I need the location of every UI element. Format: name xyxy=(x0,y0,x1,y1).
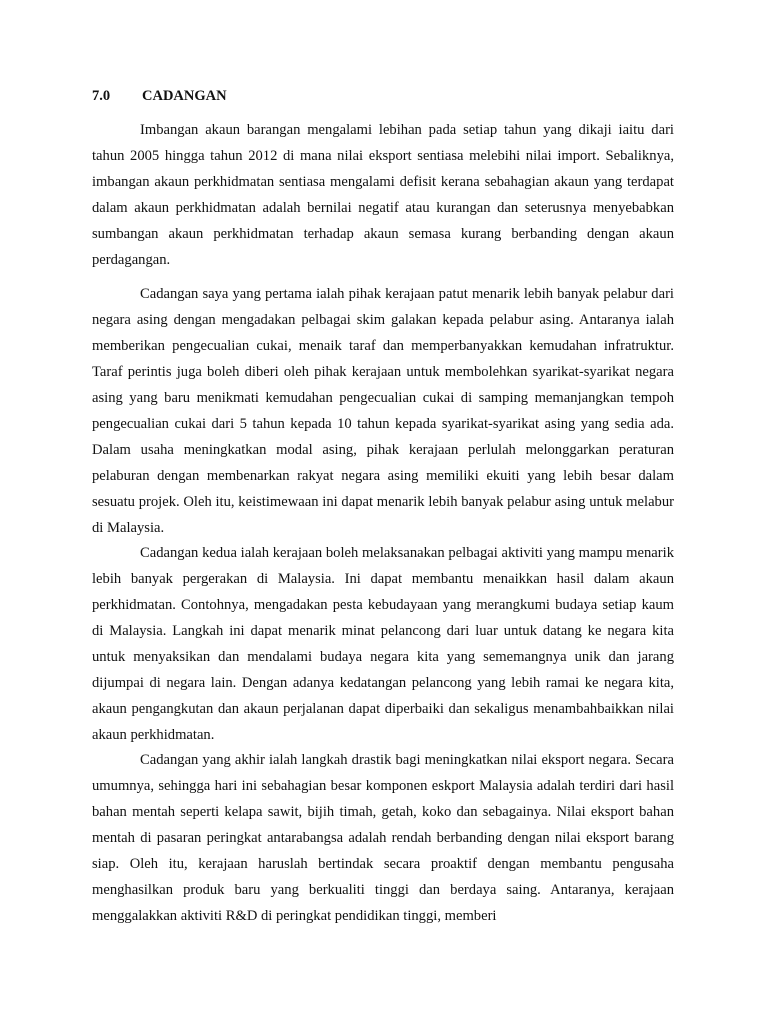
paragraph-cadangan-pertama: Cadangan saya yang pertama ialah pihak kerajaan patut menarik lebih banyak pelabur dari negara asing dengan mengadakan pelbagai skim galakan kepada pelabur asing. Antaranya ialah memberikan pengecualian cukai, menaik taraf dan memperbanyakkan kemudahan infratruktur. Taraf perintis juga boleh diberi oleh pihak kerajaan untuk membolehkan syarikat-syarikat negara asing yang baru menikmati kemudahan pengecualian cukai di samping memanjangkan tempoh pengecualian cukai dari 5 tahun kepada 10 tahun kepada syarikat-syarikat asing yang sedia ada. Dalam usaha meningkatkan modal asing, pihak kerajaan perlulah melonggarkan peraturan pelaburan dengan membenarkan rakyat negara asing memiliki ekuiti yang lebih besar dalam sesuatu projek. Oleh itu, keistimewaan ini dapat menarik lebih banyak pelabur asing untuk melabur di Malaysia. xyxy=(92,286,674,536)
section-title: CADANGAN xyxy=(142,88,227,104)
paragraph-cadangan-kedua: Cadangan kedua ialah kerajaan boleh melaksanakan pelbagai aktiviti yang mampu menarik lebih banyak pergerakan di Malaysia. Ini dapat membantu menaikkan hasil dalam akaun perkhidmatan. Contohnya, mengadakan pesta kebudayaan yang merangkumi budaya setiap kaum di Malaysia. Langkah ini dapat menarik minat pelancong dari luar untuk datang ke negara kita untuk menyaksikan dan mendalami budaya negara kita yang sememangnya unik dan jarang dijumpai di negara lain. Dengan adanya kedatangan pelancong yang lebih ramai ke negara kita, akaun pengangkutan dan akaun perjalanan dapat diperbaiki dan sekaligus menambahbaikkan nilai akaun perkhidmatan. xyxy=(92,545,674,743)
paragraph-cadangan-akhir: Cadangan yang akhir ialah langkah drastik bagi meningkatkan nilai eksport negara. Secara umumnya, sehingga hari ini sebahagian besar komponen eskport Malaysia adalah terdiri dari hasil bahan mentah seperti kelapa sawit, bijih timah, getah, koko dan sebagainya. Nilai eksport bahan mentah di pasaran peringkat antarabangsa adalah rendah berbanding dengan nilai eksport barang siap. Oleh itu, kerajaan haruslah bertindak secara proaktif dengan membantu pengusaha menghasilkan produk baru yang berkualiti tinggi dan berdaya saing. Antaranya, kerajaan menggalakkan aktiviti R&D di peringkat pendidikan tinggi, memberi xyxy=(92,752,674,924)
section-heading xyxy=(92,86,227,106)
paragraph-imbangan-akaun: Imbangan akaun barangan mengalami lebihan pada setiap tahun yang dikaji iaitu dari tahun 2005 hingga tahun 2012 di mana nilai eksport sentiasa melebihi nilai import. Sebaliknya, imbangan akaun perkhidmatan sentiasa mengalami defisit kerana sebahagian akaun yang terdapat dalam akaun perkhidmatan adalah bernilai negatif atau kurangan dan seterusnya menyebabkan sumbangan akaun perkhidmatan terhadap akaun semasa kurang berbanding dengan akaun perdagangan. xyxy=(92,122,674,268)
section-number: 7.0 xyxy=(92,88,111,104)
